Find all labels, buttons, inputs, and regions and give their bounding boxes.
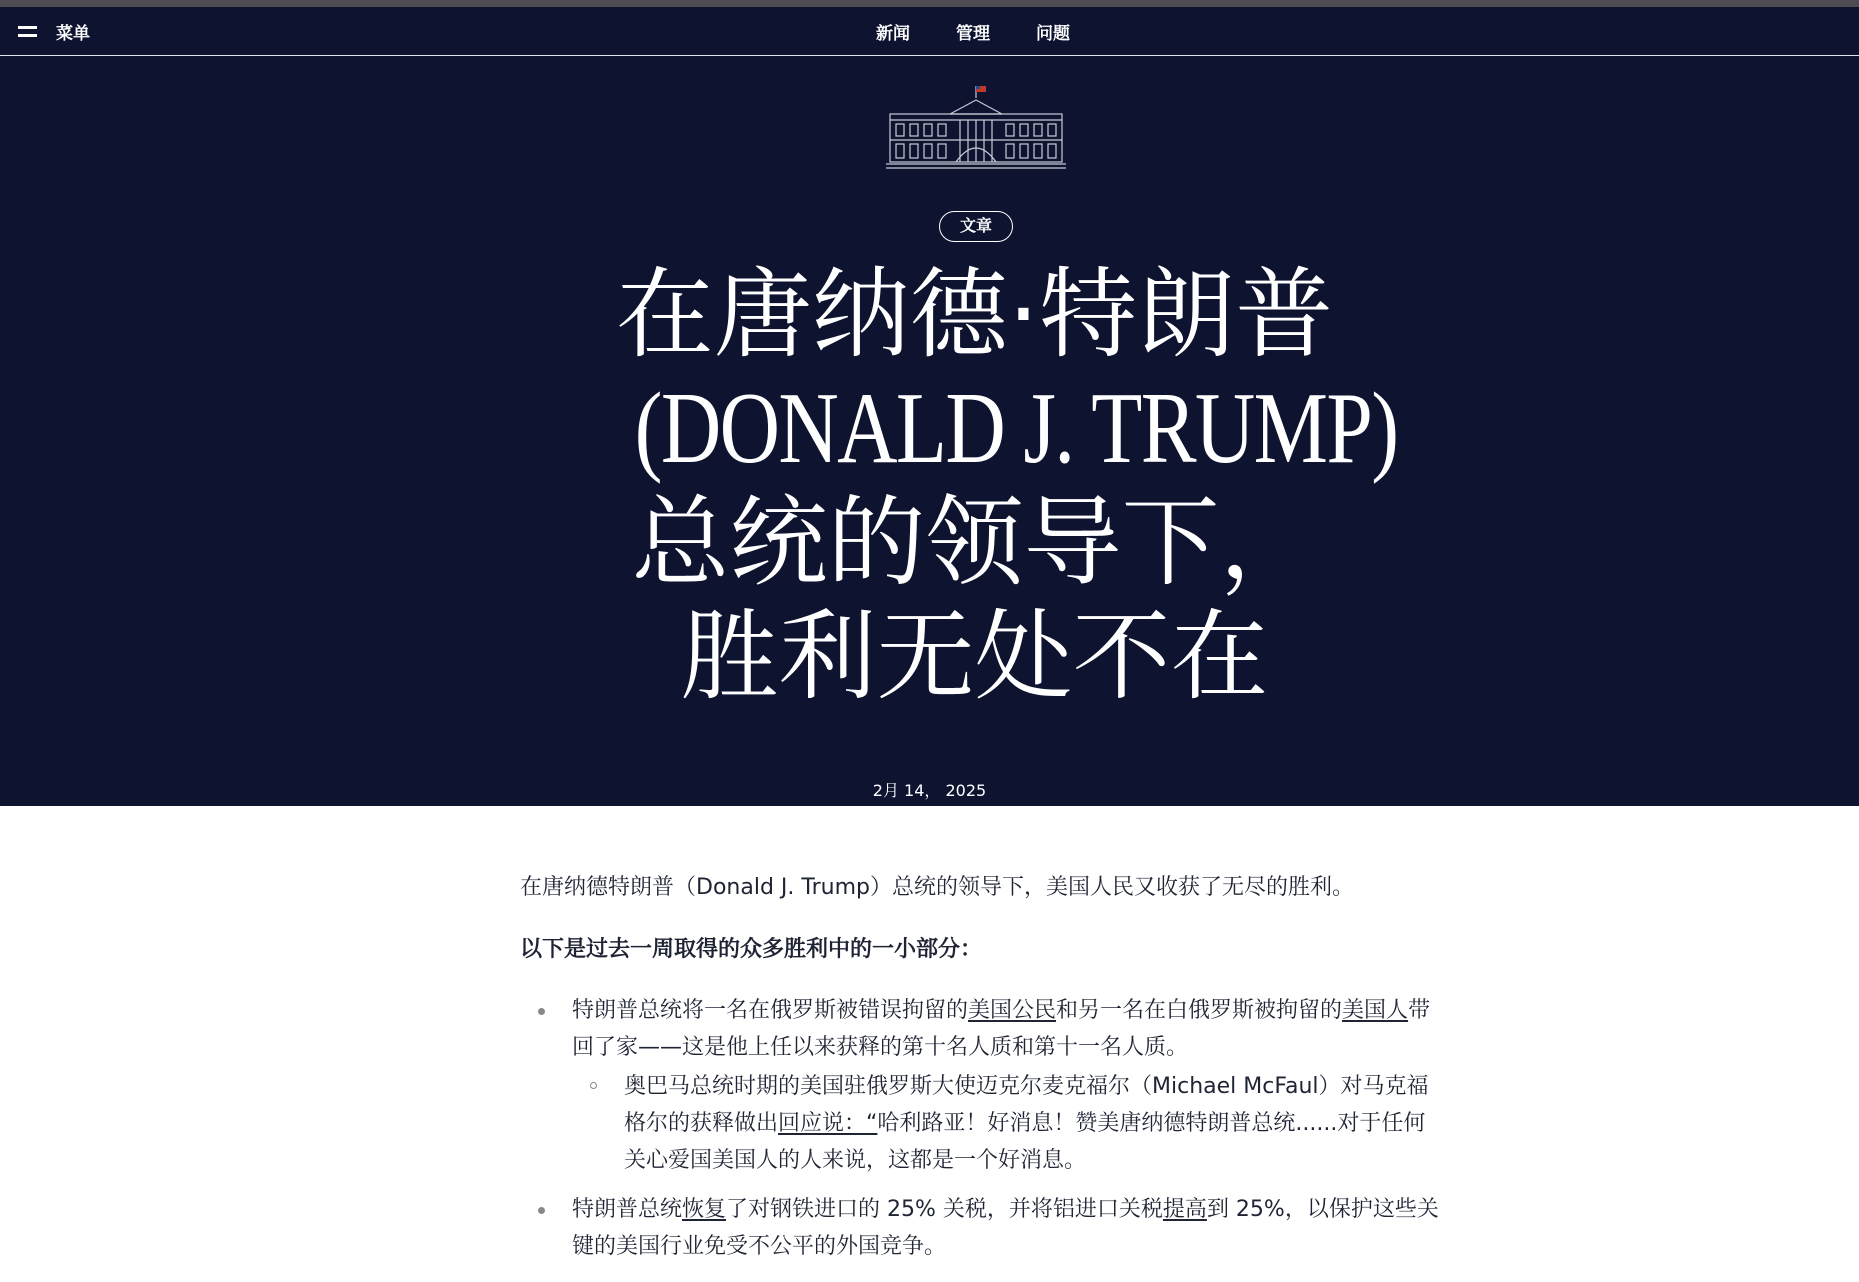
link-raised[interactable]: 提高 <box>1162 1197 1207 1222</box>
sub-list-item <box>624 1068 1440 1179</box>
list-item-text: 和另一名在白俄罗斯被拘留的 <box>1056 998 1343 1023</box>
list-item-text: 了对钢铁进口的 25% 关税，并将铝进口关税 <box>726 1197 1163 1222</box>
top-navigation <box>0 7 1859 56</box>
list-item-text: 特朗普总统将一名在俄罗斯被错误拘留的 <box>572 998 969 1023</box>
article-hero <box>0 56 1859 806</box>
nav-link-issues[interactable]: 问题 <box>1036 23 1070 44</box>
link-american[interactable]: 美国人 <box>1342 998 1409 1023</box>
list-item-text: 带回了家——这是他上任以来获释的第十名人质和第十一名人质。 <box>572 998 1431 1060</box>
sub-item-text: 奥巴马总统时期的美国驻俄罗斯大使迈克尔麦克福尔（Michael McFaul）对马克福格尔的获释做出 <box>624 1074 1429 1136</box>
title-line-2: (DONALD J. TRUMP) <box>634 372 1398 485</box>
list-item <box>572 992 1440 1179</box>
hamburger-icon <box>18 26 37 37</box>
nav-link-news[interactable]: 新闻 <box>876 23 910 44</box>
article-body <box>520 870 1440 1277</box>
article-type-badge: 文章 <box>939 211 1013 242</box>
menu-label: 菜单 <box>56 23 90 44</box>
title-line-4: 胜利无处不在 <box>680 600 1269 714</box>
list-item-text: 到 25%，以保护这些关键的美国行业免受不公平的外国竞争。 <box>572 1197 1439 1259</box>
sub-list <box>572 1068 1440 1179</box>
menu-button[interactable] <box>18 7 90 55</box>
intro-paragraph: 在唐纳德特朗普（Donald J. Trump）总统的领导下，美国人民又收获了无尽的胜利。 <box>520 875 1354 900</box>
article-title <box>560 258 1398 714</box>
nav-link-administration[interactable]: 管理 <box>956 23 990 44</box>
publish-date: 2月 14， 2025 <box>872 781 987 800</box>
list-item-text: 特朗普总统 <box>572 1197 683 1222</box>
white-house-logo[interactable] <box>886 84 1066 170</box>
sub-item-text: 哈利路亚！好消息！赞美唐纳德特朗普总统......对于任何关心爱国美国人的人来说，这都是一个好消息。 <box>624 1111 1426 1173</box>
link-response[interactable]: 回应说：“ <box>778 1111 878 1136</box>
list-item <box>572 1191 1440 1265</box>
wins-list <box>520 992 1440 1265</box>
link-restored[interactable]: 恢复 <box>682 1197 727 1222</box>
title-line-3: 总统的领导下， <box>631 486 1318 600</box>
lead-heading: 以下是过去一周取得的众多胜利中的一小部分： <box>520 937 983 962</box>
primary-nav <box>876 7 1070 55</box>
link-american-citizen[interactable]: 美国公民 <box>968 998 1057 1023</box>
browser-top-strip <box>0 0 1859 7</box>
title-line-1: 在唐纳德·特朗普 <box>615 258 1334 372</box>
